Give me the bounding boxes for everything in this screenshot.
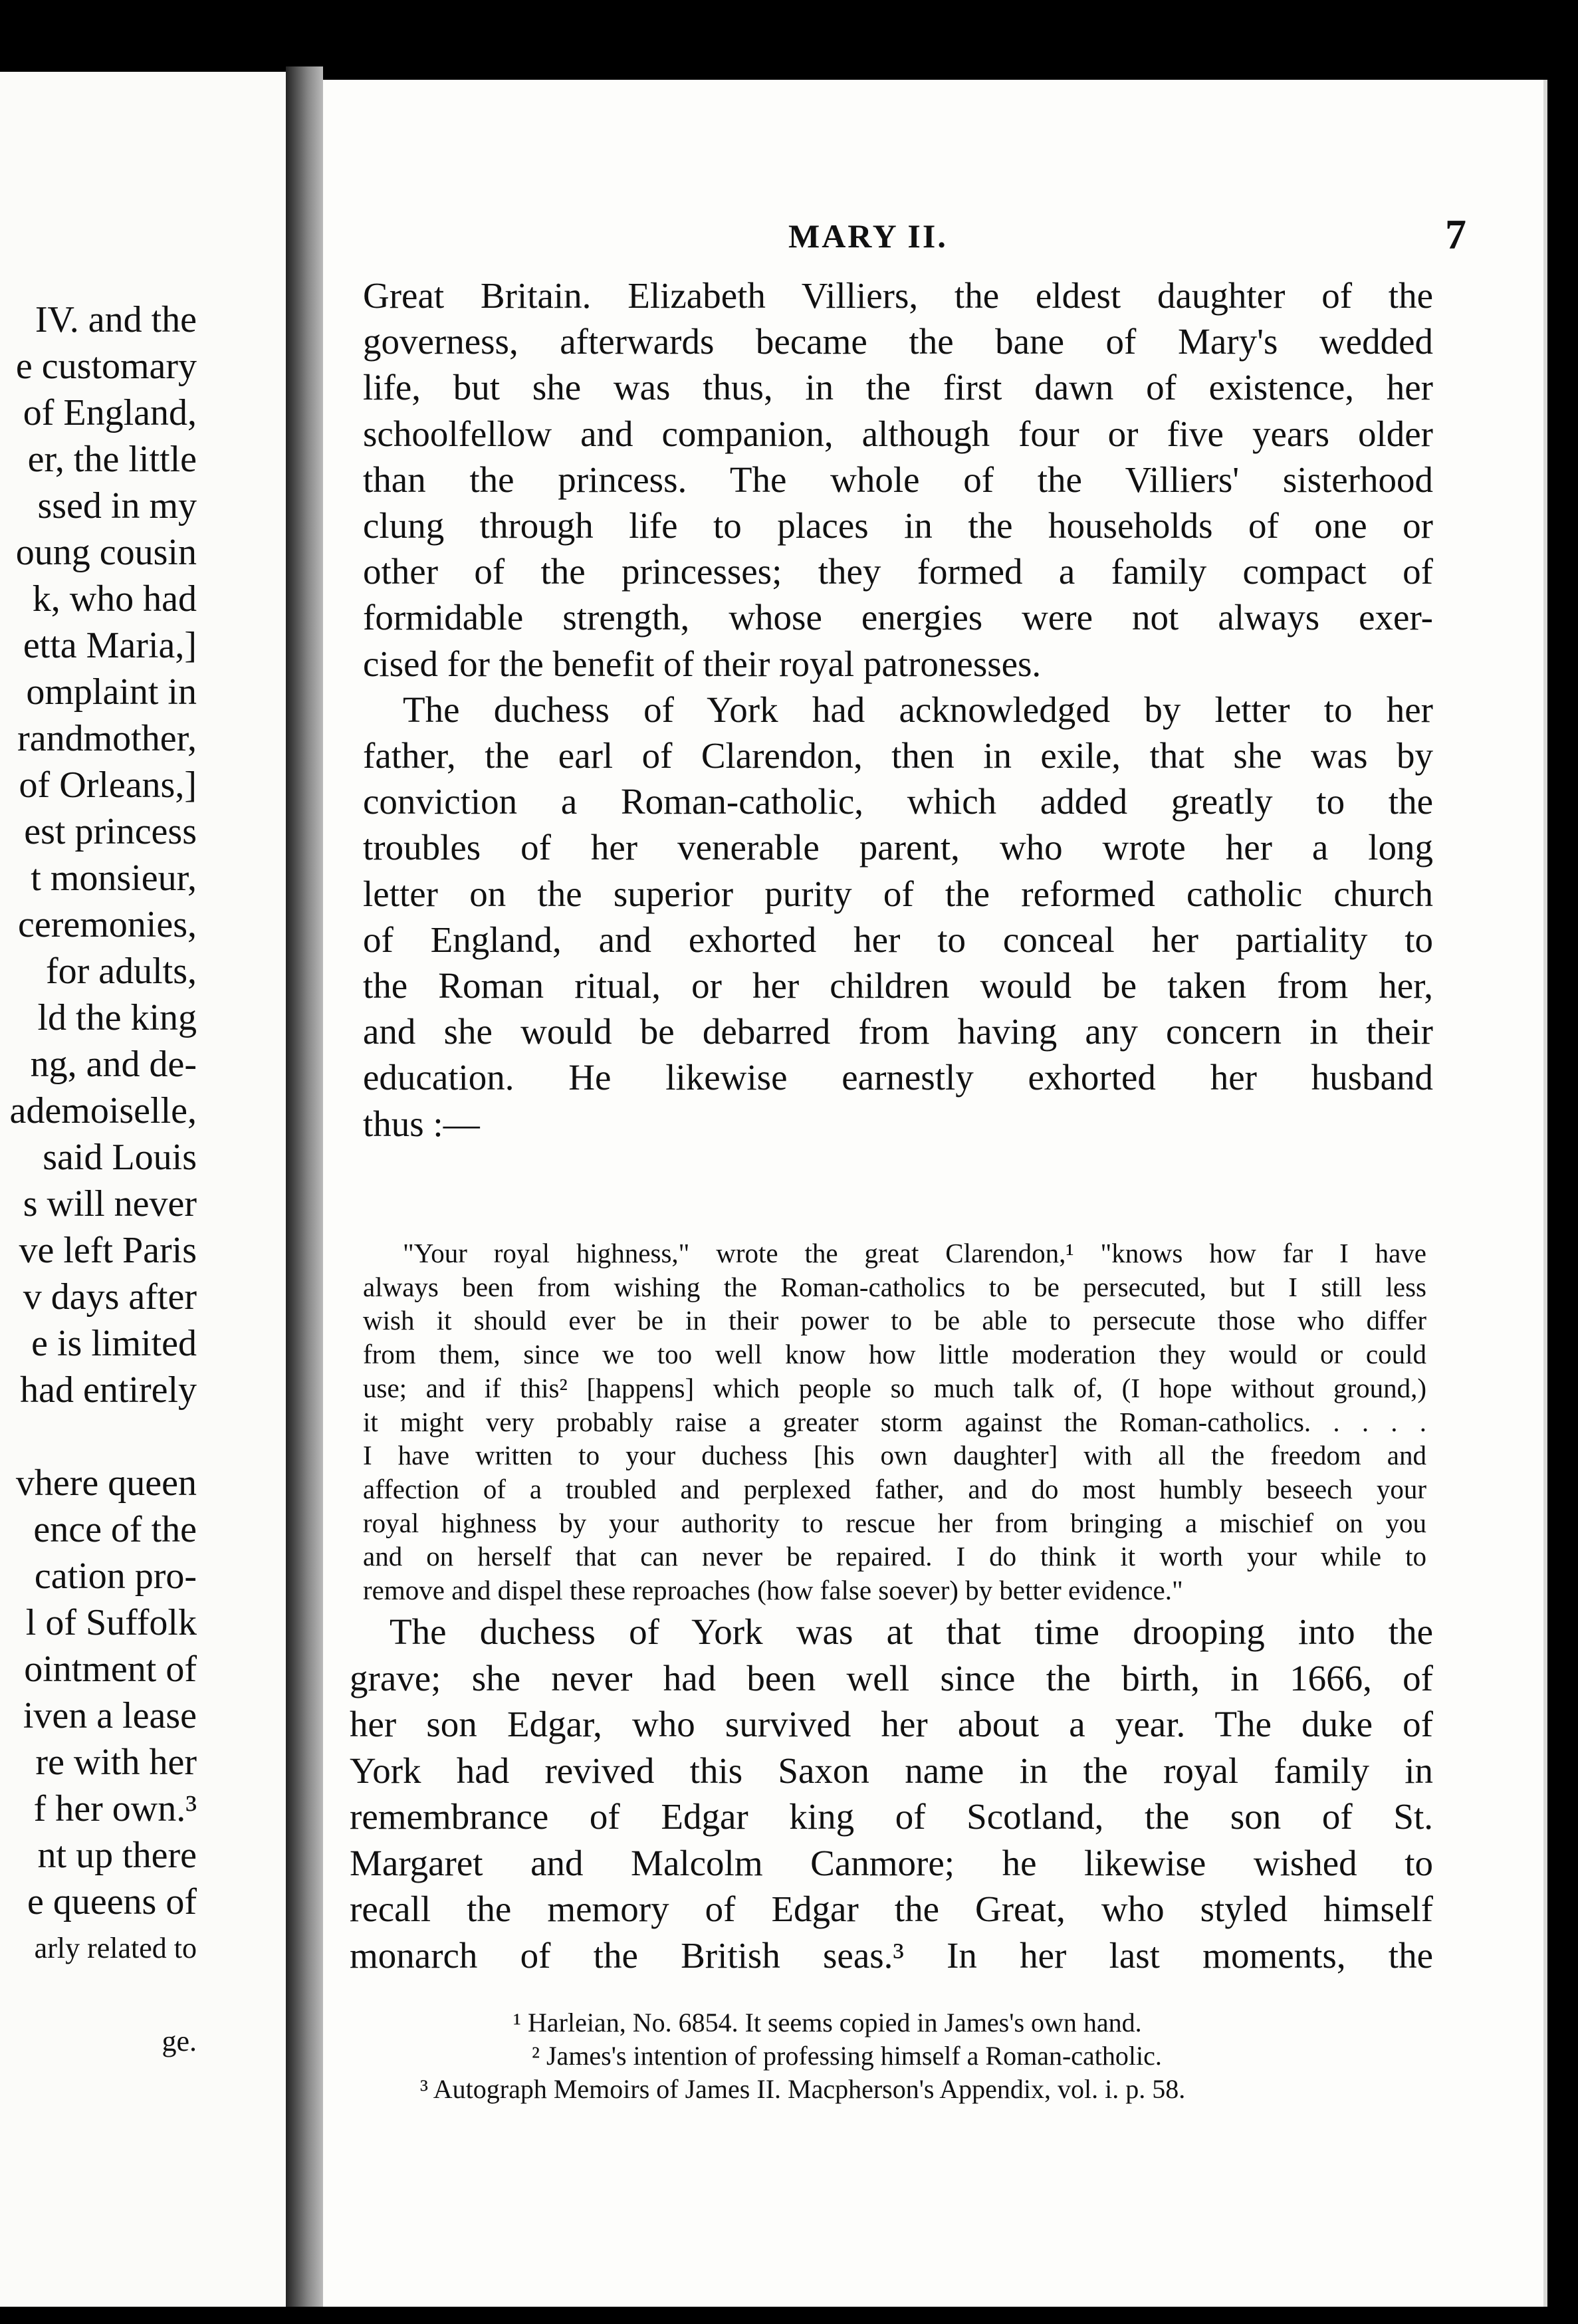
- text-line: thus :—: [363, 1103, 480, 1144]
- left-line: e queens of: [27, 1881, 197, 1922]
- text-line: than the princess. The whole of the Villiers' sisterhood: [363, 459, 1433, 500]
- text-line: recall the memory of Edgar the Great, who styled himself: [350, 1889, 1433, 1929]
- text-line: The duchess of York had acknowledged by letter to her: [403, 689, 1433, 730]
- left-line: [0, 1413, 197, 1460]
- left-line: for adults,: [45, 951, 197, 992]
- footnote: ¹ Harleian, No. 6854. It seems copied in James's own hand.: [513, 2008, 1142, 2037]
- left-line: ence of the: [33, 1509, 197, 1550]
- left-line: t monsieur,: [31, 858, 197, 899]
- text-line: monarch of the British seas.³ In her last moments, the: [350, 1934, 1433, 1976]
- text-line: formidable strength, whose energies were not always exer-: [363, 597, 1433, 638]
- text-line: life, but she was thus, in the first dawn of existence, her: [363, 367, 1433, 408]
- text-line: the Roman ritual, or her children would be taken from her,: [363, 965, 1433, 1006]
- main-text: [363, 273, 1433, 1147]
- running-head: MARY II.: [788, 217, 948, 255]
- left-line: l of Suffolk: [25, 1602, 197, 1643]
- quote-line: affection of a troubled and perplexed father, and do most humbly beseech your: [363, 1473, 1426, 1504]
- main-text-continued: [350, 1609, 1433, 1978]
- left-line: iven a lease: [23, 1695, 197, 1736]
- left-page-text: [0, 296, 197, 2065]
- left-line: oung cousin: [15, 532, 197, 573]
- text-line: schoolfellow and companion, although four or five years older: [363, 413, 1433, 454]
- text-line: other of the princesses; they formed a family compact of: [363, 551, 1433, 592]
- right-page: [323, 80, 1547, 2313]
- text-line: York had revived this Saxon name in the royal family in: [350, 1750, 1433, 1791]
- left-line: of England,: [23, 392, 197, 433]
- left-line: ademoiselle,: [9, 1090, 197, 1131]
- text-line: clung through life to places in the households of one or: [363, 505, 1433, 546]
- left-line: ssed in my: [37, 485, 197, 526]
- quote-line: royal highness by your authority to rescue her from bringing a mischief on you: [363, 1507, 1426, 1538]
- left-line: ge.: [162, 2025, 197, 2057]
- left-line: said Louis: [43, 1137, 197, 1178]
- left-line: cation pro-: [34, 1556, 197, 1597]
- left-line: arly related to: [34, 1932, 197, 1964]
- left-line: IV. and the: [35, 299, 197, 340]
- quote-line: always been from wishing the Roman-catholics to be persecuted, but I still less: [363, 1271, 1426, 1302]
- footnotes: [363, 2006, 1433, 2106]
- page-number: 7: [1445, 211, 1466, 258]
- left-line: re with her: [35, 1742, 197, 1783]
- text-line: education. He likewise earnestly exhorted her husband: [363, 1057, 1433, 1098]
- text-line: conviction a Roman-catholic, which added greatly to the: [363, 781, 1433, 822]
- left-line: ld the king: [37, 997, 197, 1038]
- text-line: remembrance of Edgar king of Scotland, the son of St.: [350, 1796, 1433, 1837]
- left-line: f her own.³: [33, 1788, 197, 1829]
- left-line: est princess: [24, 811, 197, 852]
- left-line: ve left Paris: [19, 1230, 197, 1271]
- left-line: e is limited: [31, 1323, 197, 1364]
- left-line: randmother,: [17, 718, 197, 759]
- scan-border: [0, 2307, 1578, 2324]
- footnote: ² James's intention of professing himself a Roman-catholic.: [532, 2041, 1162, 2071]
- left-line: [0, 1972, 197, 2018]
- left-line: e customary: [15, 346, 197, 387]
- left-line: had entirely: [20, 1369, 197, 1411]
- quote-line: and on herself that can never be repaired. I do think it worth your while to: [363, 1541, 1426, 1572]
- footnote: ³ Autograph Memoirs of James II. Macpherson's Appendix, vol. i. p. 58.: [420, 2074, 1186, 2104]
- quote-line: it might very probably raise a greater storm against the Roman-catholics. . . . .: [363, 1406, 1426, 1437]
- text-line: troubles of her venerable parent, who wrote her a long: [363, 827, 1433, 868]
- quote-line: "Your royal highness," wrote the great Clarendon,¹ "knows how far I have: [403, 1238, 1426, 1268]
- quote-line: from them, since we too well know how little moderation they would or could: [363, 1339, 1426, 1370]
- block-quote: [363, 1236, 1426, 1607]
- quote-line: use; and if this² [happens] which people so much talk of, (I hope without ground,): [363, 1372, 1426, 1403]
- left-line: etta Maria,]: [23, 625, 197, 666]
- left-page-fragment: [0, 72, 287, 2307]
- text-line: grave; she never had been well since the birth, in 1666, of: [350, 1657, 1433, 1698]
- left-line: ointment of: [24, 1649, 197, 1690]
- text-line: letter on the superior purity of the reformed catholic church: [363, 873, 1433, 914]
- left-line: ceremonies,: [18, 904, 197, 945]
- text-line: of England, and exhorted her to conceal her partiality to: [363, 919, 1433, 960]
- left-line: k, who had: [32, 578, 197, 620]
- text-line: Great Britain. Elizabeth Villiers, the eldest daughter of the: [363, 275, 1433, 316]
- left-line: nt up there: [37, 1835, 197, 1876]
- text-line: Margaret and Malcolm Canmore; he likewise wished to: [350, 1842, 1433, 1883]
- left-line: vhere queen: [15, 1462, 197, 1504]
- book-gutter: [286, 66, 323, 2313]
- text-line: cised for the benefit of their royal patronesses.: [363, 643, 1042, 684]
- quote-line: I have written to your duchess [his own daughter] with all the freedom and: [363, 1440, 1426, 1471]
- text-line: The duchess of York was at that time drooping into the: [390, 1611, 1433, 1652]
- text-line: father, the earl of Clarendon, then in exile, that she was by: [363, 735, 1433, 776]
- quote-line: remove and dispel these reproaches (how false soever) by better evidence.": [363, 1575, 1183, 1606]
- page-header: [323, 210, 1506, 270]
- left-line: omplaint in: [26, 671, 197, 713]
- left-line: v days after: [23, 1276, 197, 1318]
- left-line: ng, and de-: [30, 1044, 197, 1085]
- text-line: her son Edgar, who survived her about a year. The duke of: [350, 1704, 1433, 1744]
- left-line: er, the little: [27, 439, 197, 480]
- left-line: s will never: [23, 1183, 197, 1224]
- left-line: of Orleans,]: [19, 764, 197, 806]
- quote-line: wish it should ever be in their power to be able to persecute those who differ: [363, 1305, 1426, 1336]
- text-line: and she would be debarred from having any concern in their: [363, 1011, 1433, 1052]
- text-line: governess, afterwards became the bane of Mary's wedded: [363, 321, 1433, 362]
